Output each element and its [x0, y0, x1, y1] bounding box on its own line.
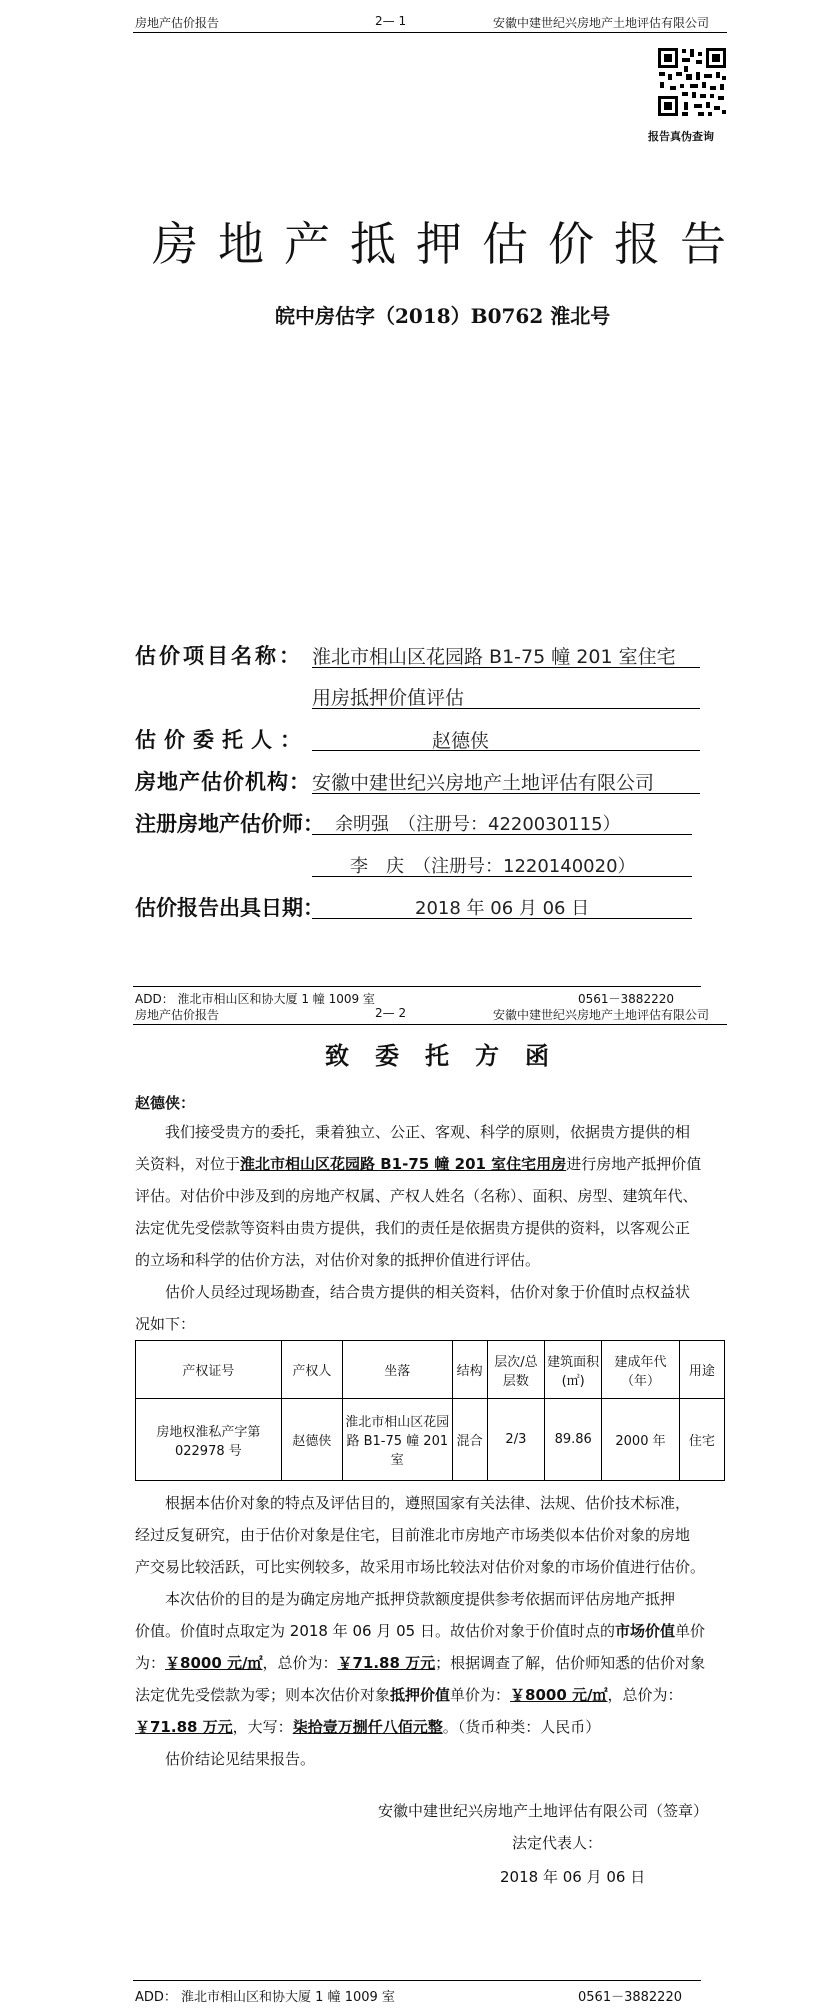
page1-header-left: 房地产估价报告	[135, 16, 220, 30]
para4-line5	[135, 1712, 600, 1742]
cell-year: 2000 年	[602, 1399, 679, 1481]
appraiser-1-underline	[312, 834, 692, 835]
property-address-emphasis: 淮北市相山区花园路 B1-75 幢 201 室住宅用房	[240, 1155, 567, 1173]
client-value: 赵德侠	[432, 730, 490, 752]
qr-code-icon	[656, 46, 728, 118]
col-header-cert: 产权证号	[136, 1341, 282, 1399]
para4-line4-pre: 法定优先受偿款为零；则本次估价对象	[135, 1686, 391, 1704]
issue-date-underline	[312, 918, 692, 919]
page1-header-right: 安徽中建世纪兴房地产土地评估有限公司	[493, 16, 710, 30]
signature-date: 2018 年 06 月 06 日	[500, 1868, 646, 1886]
para4-line5-mid: ，大写：	[232, 1718, 293, 1736]
page2-header-left: 房地产估价报告	[135, 1008, 220, 1022]
para1-line2-post: 进行房地产抵押价值	[566, 1155, 702, 1173]
report-title: 房地产抵押估价报告	[152, 217, 746, 271]
col-header-year: 建成年代（年）	[602, 1341, 679, 1399]
para1-line3: 评估。对估价中涉及到的房地产权属、产权人姓名（名称）、面积、房型、建筑年代、	[135, 1187, 698, 1205]
signature-representative: 法定代表人：	[512, 1834, 603, 1852]
letter-title: 致委托方函	[325, 1041, 575, 1070]
market-unit-price: ￥8000 元/㎡	[165, 1654, 263, 1672]
cell-usage: 住宅	[679, 1399, 724, 1481]
para4-line4-mid: 单价为：	[450, 1686, 511, 1704]
col-header-location: 坐落	[343, 1341, 453, 1399]
para4-line3-mid: ，总价为：	[262, 1654, 338, 1672]
para3-line2: 经过反复研究，由于估价对象是住宅，目前淮北市房地产市场类似本估价对象的房地	[135, 1526, 691, 1544]
page2-footer-address: ADD： 淮北市相山区和协大厦 1 幢 1009 室	[135, 1990, 395, 2005]
col-header-structure: 结构	[452, 1341, 487, 1399]
issue-date-label: 估价报告出具日期：	[135, 895, 324, 920]
project-name-underline-1	[312, 667, 700, 668]
property-table	[135, 1340, 725, 1481]
client-label: 估价委托人：	[135, 727, 309, 752]
col-header-floor: 层次/总层数	[487, 1341, 544, 1399]
para4-line3-pre: 为：	[135, 1654, 166, 1672]
page1-header-rule	[133, 32, 727, 33]
para4-line1: 本次估价的目的是为确定房地产抵押贷款额度提供参考依据而评估房地产抵押	[165, 1590, 676, 1608]
agency-value: 安徽中建世纪兴房地产土地评估有限公司	[312, 772, 655, 794]
col-header-area: 建筑面积(㎡)	[545, 1341, 602, 1399]
project-name-value-line1: 淮北市相山区花园路 B1-75 幢 201 室住宅	[312, 646, 676, 668]
cell-location: 淮北市相山区花园路 B1-75 幢 201 室	[343, 1399, 453, 1481]
page2-header-page-number: 2— 2	[375, 1006, 407, 1020]
para5: 估价结论见结果报告。	[165, 1750, 316, 1768]
client-underline	[312, 750, 700, 751]
para3-line1: 根据本估价对象的特点及评估目的，遵照国家有关法律、法规、估价技术标准，	[165, 1494, 691, 1512]
para1-line4: 法定优先受偿款等资料由贵方提供，我们的责任是依据贵方提供的资料，以客观公正	[135, 1219, 691, 1237]
table-row	[136, 1399, 725, 1481]
page2-footer-phone: 0561－3882220	[578, 1990, 682, 2005]
para2-line1: 估价人员经过现场勘查，结合贵方提供的相关资料，估价对象于价值时点权益状	[165, 1283, 691, 1301]
signature-company: 安徽中建世纪兴房地产土地评估有限公司（签章）	[378, 1802, 709, 1820]
para1-line2	[135, 1149, 701, 1179]
para2-line2: 况如下：	[135, 1315, 196, 1333]
page1-footer-address: ADD： 淮北市相山区和协大厦 1 幢 1009 室	[135, 992, 375, 1006]
para4-line4	[135, 1680, 683, 1710]
cell-area: 89.86	[545, 1399, 602, 1481]
appraiser-2-underline	[312, 876, 692, 877]
issue-date-value: 2018 年 06 月 06 日	[415, 898, 590, 919]
para4-line2-text: 价值。价值时点取定为 2018 年 06 月 05 日。故估价对象于价值时点的	[135, 1622, 615, 1640]
project-name-underline-2	[312, 708, 700, 709]
mortgage-total-price: ￥71.88 万元	[135, 1718, 233, 1736]
para3-line3: 产交易比较活跃，可比实例较多，故采用市场比较法对估价对象的市场价值进行估价。	[135, 1558, 706, 1576]
page2-footer-rule	[133, 1980, 701, 1981]
market-value-emphasis: 市场价值	[614, 1622, 675, 1640]
project-name-value-line2: 用房抵押价值评估	[312, 687, 465, 709]
page1-footer-rule	[133, 986, 701, 987]
amount-in-words: 柒拾壹万捌仟八佰元整	[292, 1718, 443, 1736]
page2-header-rule	[133, 1024, 727, 1025]
qr-caption: 报告真伪查询	[648, 130, 714, 143]
para1-line5: 的立场和科学的估价方法，对估价对象的抵押价值进行评估。	[135, 1251, 541, 1269]
report-number: 皖中房估字（2018）B0762 淮北号	[275, 304, 611, 328]
para4-line2-tail: 单价	[674, 1622, 705, 1640]
para4-line4-post: ，总价为：	[607, 1686, 683, 1704]
para4-line5-post: 。（货币种类：人民币）	[442, 1718, 601, 1736]
para1-line1: 我们接受贵方的委托，秉着独立、公正、客观、科学的原则，依据贵方提供的相	[165, 1123, 691, 1141]
mortgage-unit-price: ￥8000 元/㎡	[510, 1686, 608, 1704]
project-name-label: 估价项目名称：	[135, 643, 303, 668]
page2-header-right: 安徽中建世纪兴房地产土地评估有限公司	[493, 1008, 710, 1022]
mortgage-value-emphasis: 抵押价值	[390, 1686, 451, 1704]
agency-label: 房地产估价机构：	[135, 769, 311, 794]
para1-line2-pre: 关资料，对位于	[135, 1155, 241, 1173]
cell-floor: 2/3	[487, 1399, 544, 1481]
appraiser-label: 注册房地产估价师：	[135, 811, 324, 836]
para4-line3-post: ；根据调查了解，估价师知悉的估价对象	[435, 1654, 706, 1672]
col-header-owner: 产权人	[281, 1341, 342, 1399]
appraiser-1: 余明强 （注册号：4220030115）	[335, 814, 621, 835]
para4-line3	[135, 1648, 705, 1678]
page1-footer-phone: 0561－3882220	[578, 992, 674, 1006]
cell-cert: 房地权淮私产字第 022978 号	[136, 1399, 282, 1481]
property-table-header-row	[136, 1341, 725, 1399]
market-total-price: ￥71.88 万元	[337, 1654, 436, 1672]
appraiser-2: 李 庆 （注册号：1220140020）	[350, 856, 636, 877]
para4-line2	[135, 1616, 705, 1646]
cell-owner: 赵德侠	[281, 1399, 342, 1481]
page1-header-page-number: 2— 1	[375, 14, 407, 28]
cell-structure: 混合	[452, 1399, 487, 1481]
col-header-usage: 用途	[679, 1341, 724, 1399]
salutation: 赵德侠：	[135, 1094, 196, 1112]
agency-underline	[312, 793, 700, 794]
